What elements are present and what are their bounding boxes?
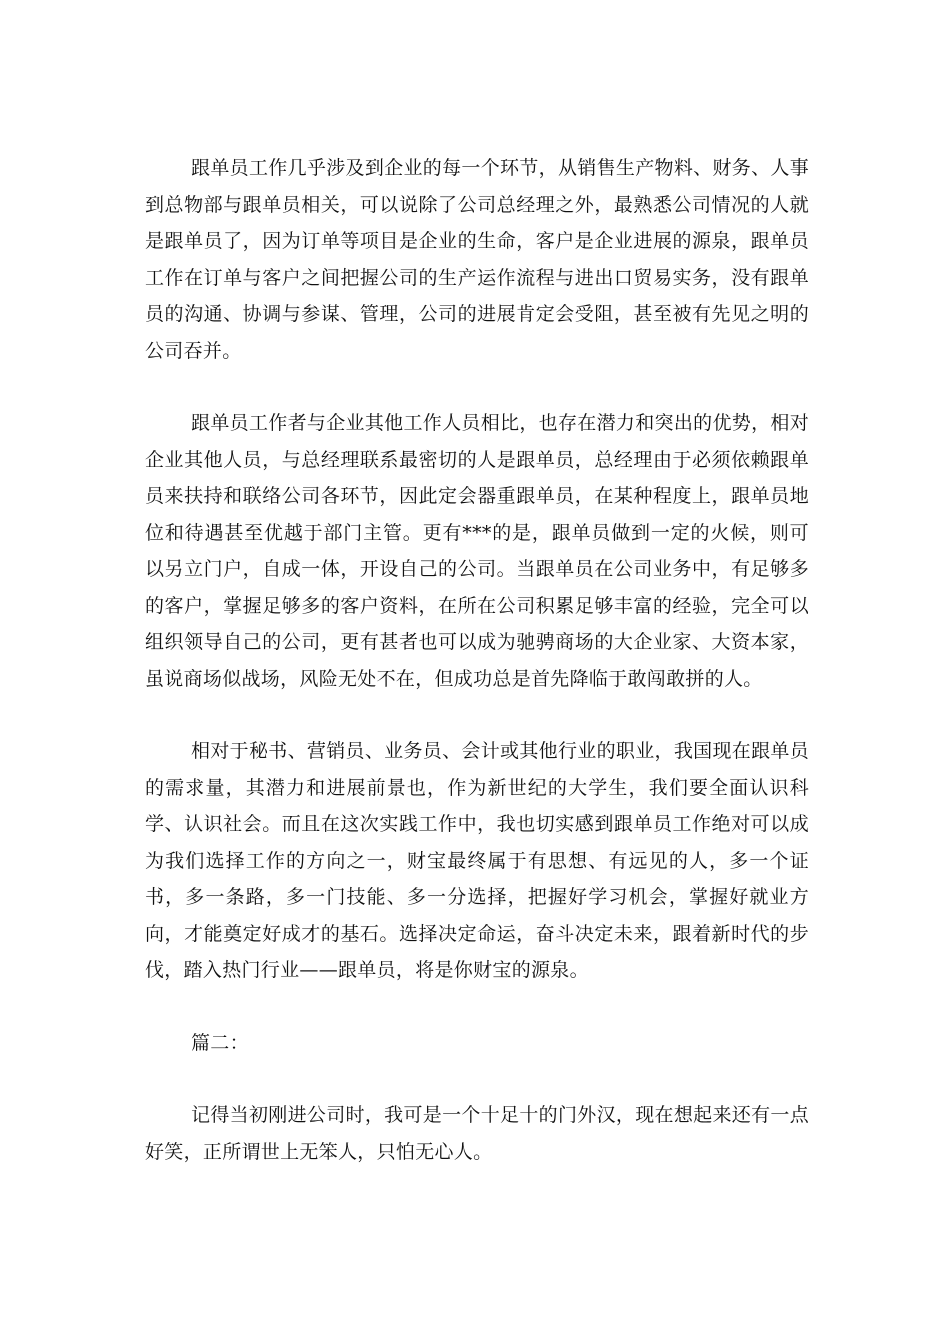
document-body [145, 150, 809, 1170]
paragraph-2: 跟单员工作者与企业其他工作人员相比，也存在潜力和突出的优势，相对企业其他人员，与总经理联系最密切的人是跟单员，总经理由于必须依赖跟单员来扶持和联络公司各环节，因此定会器重跟单员，在某种程度上，跟单员地位和待遇甚至优越于部门主管。更有***的是，跟单员做到一定的火候，则可以另立门户，自成一体，开设自己的公司。当跟单员在公司业务中，有足够多的客户，掌握足够多的客户资料，在所在公司积累足够丰富的经验，完全可以组织领导自己的公司，更有甚者也可以成为驰骋商场的大企业家、大资本家，虽说商场似战场，风险无处不在，但成功总是首先降临于敢闯敢拼的人。 [145, 412, 809, 690]
paragraph-1: 跟单员工作几乎涉及到企业的每一个环节，从销售生产物料、财务、人事到总物部与跟单员相关，可以说除了公司总经理之外，最熟悉公司情况的人就是跟单员了，因为订单等项目是企业的生命，客户是企业进展的源泉，跟单员工作在订单与客户之间把握公司的生产运作流程与进出口贸易实务，没有跟单员的沟通、协调与参谋、管理，公司的进展肯定会受阻，甚至被有先见之明的公司吞并。 [145, 157, 809, 362]
section-heading: 篇二： [191, 1031, 249, 1054]
paragraph-5: 记得当初刚进公司时，我可是一个十足十的门外汉，现在想起来还有一点好笑，正所谓世上无笨人，只怕无心人。 [145, 1104, 809, 1163]
paragraph-3: 相对于秘书、营销员、业务员、会计或其他行业的职业，我国现在跟单员的需求量，其潜力和进展前景也，作为新世纪的大学生，我们要全面认识科学、认识社会。而且在这次实践工作中，我也切实感到跟单员工作绝对可以成为我们选择工作的方向之一，财宝最终属于有思想、有远见的人，多一个证书，多一条路，多一门技能、多一分选择，把握好学习机会，掌握好就业方向，才能奠定好成才的基石。选择决定命运，奋斗决定未来，跟着新时代的步伐，踏入热门行业——跟单员，将是你财宝的源泉。 [145, 740, 809, 981]
